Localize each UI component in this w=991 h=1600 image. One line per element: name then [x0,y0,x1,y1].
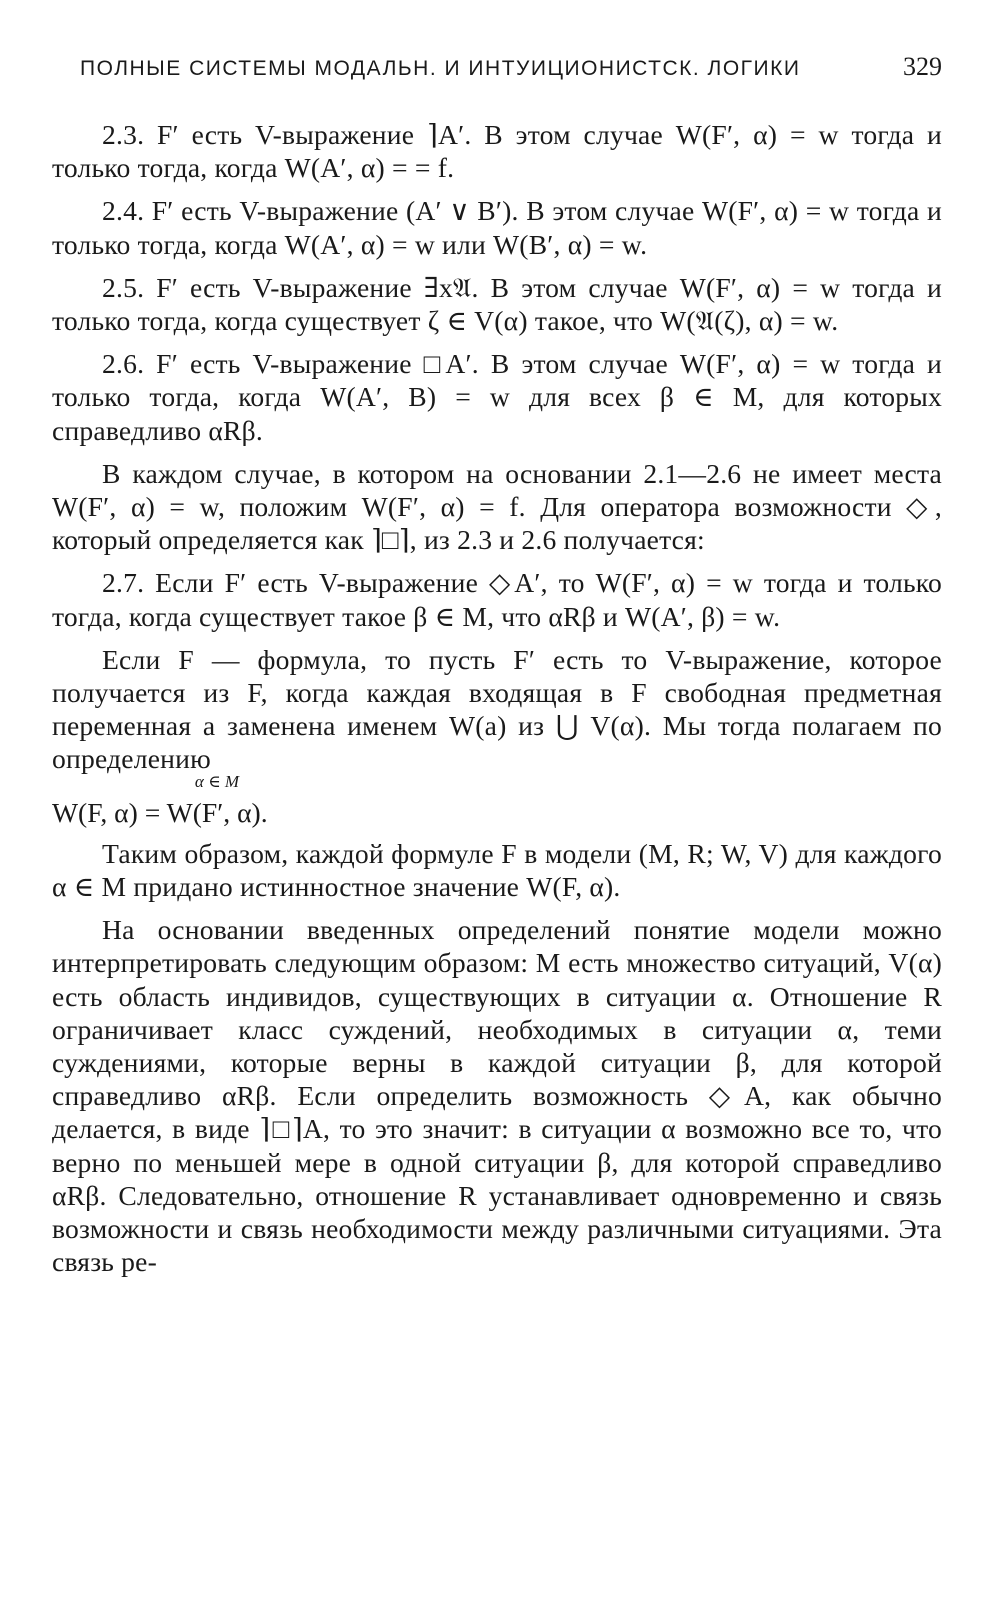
paragraph-2-4: 2.4. F′ есть V-выражение (A′ ∨ B′). В этом случае W(F′, α) = w тогда и только тогда, когда W(A′, α) = w или W(B′, α) = w. [52,195,942,260]
paragraph-formula-definition: Если F — формула, то пусть F′ есть то V-выражение, которое получается из F, когда каждая входящая в F свободная предметная переменная a заменена именем W(a) из ⋃ V(α). Мы тогда полагаем по определению [52,643,942,775]
paragraph-2-6: 2.6. F′ есть V-выражение □A′. В этом случае W(F′, α) = w тогда и только тогда, когда W(A′, B) = w для всех β ∈ M, для которых справедливо αRβ. [52,348,942,446]
paragraph-2-7: 2.7. Если F′ есть V-выражение ◇A′, то W(F′, α) = w тогда и только тогда, когда существует такое β ∈ M, что αRβ и W(A′, β) = w. [52,567,942,632]
paragraph-2-3: 2.3. F′ есть V-выражение ⌉A′. В этом случае W(F′, α) = w тогда и только тогда, когда W(A′, α) = = f. [52,119,942,184]
book-page [52,52,942,1289]
formula-line: W(F, α) = W(F′, α). [52,796,268,828]
paragraph-each-case: В каждом случае, в котором на основании 2.1—2.6 не имеет места W(F′, α) = w, положим W(F′, α) = f. Для оператора возможности ◇, который определяется как ⌉□⌉, из 2.3 и 2.6 получается: [52,457,942,556]
page-number: 329 [903,52,942,81]
running-title: ПОЛНЫЕ СИСТЕМЫ МОДАЛЬН. И ИНТУИЦИОНИСТСК. ЛОГИКИ [80,57,801,80]
paragraph-truth-value: Таким образом, каждой формуле F в модели (M, R; W, V) для каждого α ∈ M придано истинностное значение W(F, α). [52,837,942,903]
paragraph-2-5: 2.5. F′ есть V-выражение ∃x𝔄. В этом случае W(F′, α) = w тогда и только тогда, когда существует ζ ∈ V(α) такое, что W(𝔄(ζ), α) = w. [52,271,942,337]
running-head [52,52,942,82]
paragraph-interpretation: На основании введенных определений понятие модели можно интерпретировать следующим образом: M есть множество ситуаций, V(α) есть область индивидов, существующих в ситуации α. Отношение R ограничивает класс суждений, необходимых в ситуации α, теми суждениями, которые верны в каждой ситуации β, для которой справедливо αRβ. Если определить возможность ◇A, как обычно делается, в виде ⌉□⌉A, то это значит: в ситуации α возможно все то, что верно по меньшей мере в одной ситуации β, для которой справедливо αRβ. Следовательно, отношение R устанавливает одновременно и связь возможности и связь необходимости между различными ситуациями. Эта связь ре- [52,914,942,1278]
union-subscript: α ∈ M [194,771,240,791]
